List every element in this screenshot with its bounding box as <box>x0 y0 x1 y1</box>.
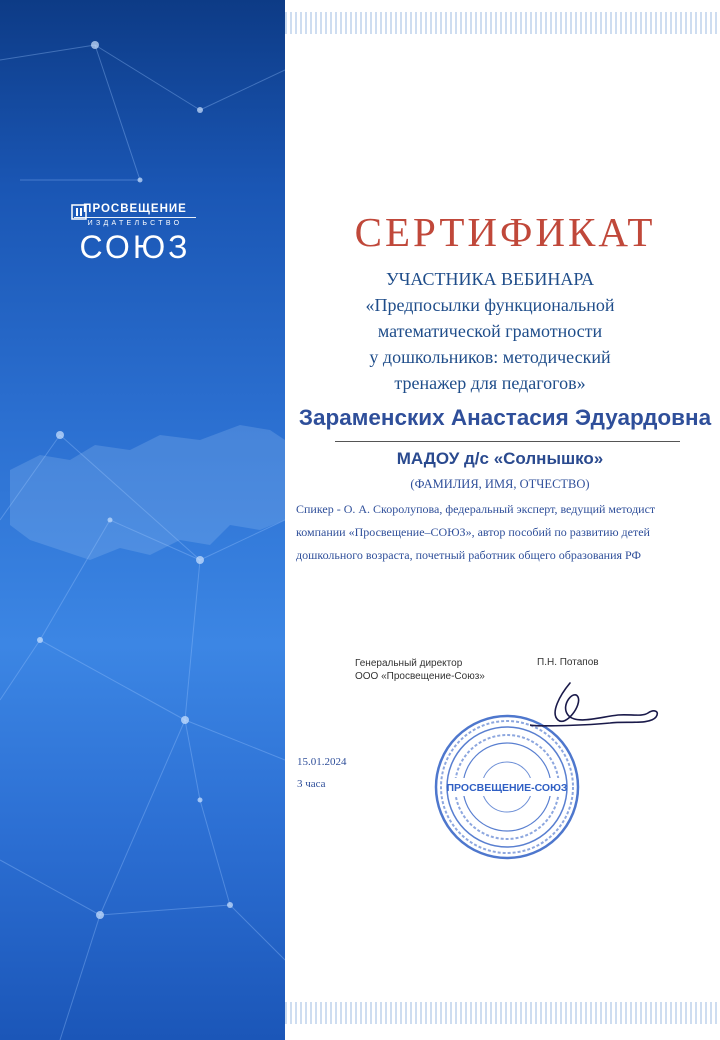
speaker-line: Спикер - О. А. Скоролупова, федеральный эксперт, ведущий методист <box>296 502 656 516</box>
stamp-center-text: ПРОСВЕЩЕНИЕ-СОЮЗ <box>446 782 568 794</box>
participant-organization: МАДОУ д/с «Солнышко» <box>396 449 604 468</box>
logo-main-text: СОЮЗ <box>79 229 191 265</box>
director-signature <box>530 675 670 745</box>
subtitle-line: у дошкольников: методический <box>369 347 611 367</box>
speaker-info <box>296 498 706 567</box>
logo-divider <box>74 217 196 218</box>
certificate-hours: 3 часа <box>297 778 326 790</box>
subtitle-line: тренажер для педагогов» <box>394 373 586 393</box>
logo-emblem-icon <box>70 203 88 221</box>
speaker-line: компании «Просвещение–СОЮЗ», автор пособий по развитию детей <box>296 525 650 539</box>
top-stripe-band <box>285 12 720 34</box>
webinar-subtitle <box>290 266 690 396</box>
subtitle-line: «Предпосылки функциональной <box>365 295 615 315</box>
subtitle-line: математической грамотности <box>377 321 603 341</box>
name-caption: (ФАМИЛИЯ, ИМЯ, ОТЧЕСТВО) <box>410 477 590 491</box>
logo-top-text: ПРОСВЕЩЕНИЕ <box>83 203 187 215</box>
certificate-date: 15.01.2024 <box>297 756 347 768</box>
name-underline <box>335 441 680 442</box>
director-name: П.Н. Потапов <box>537 657 599 668</box>
publisher-logo <box>70 203 200 266</box>
director-title <box>355 657 485 683</box>
bottom-stripe-band <box>285 1002 720 1024</box>
certificate-title: СЕРТИФИКАТ <box>354 209 656 255</box>
decorative-blue-panel <box>0 0 285 1040</box>
logo-mid-text: ИЗДАТЕЛЬСТВО <box>87 220 183 227</box>
subtitle-line: УЧАСТНИКА ВЕБИНАРА <box>385 269 595 289</box>
speaker-line: дошкольного возраста, почетный работник общего образования РФ <box>296 548 641 562</box>
director-company-line: ООО «Просвещение-Союз» <box>355 671 485 682</box>
director-title-line: Генеральный директор <box>355 658 463 669</box>
participant-name: Зараменских Анастасия Эдуардовна <box>298 405 712 430</box>
network-background <box>0 0 285 1040</box>
